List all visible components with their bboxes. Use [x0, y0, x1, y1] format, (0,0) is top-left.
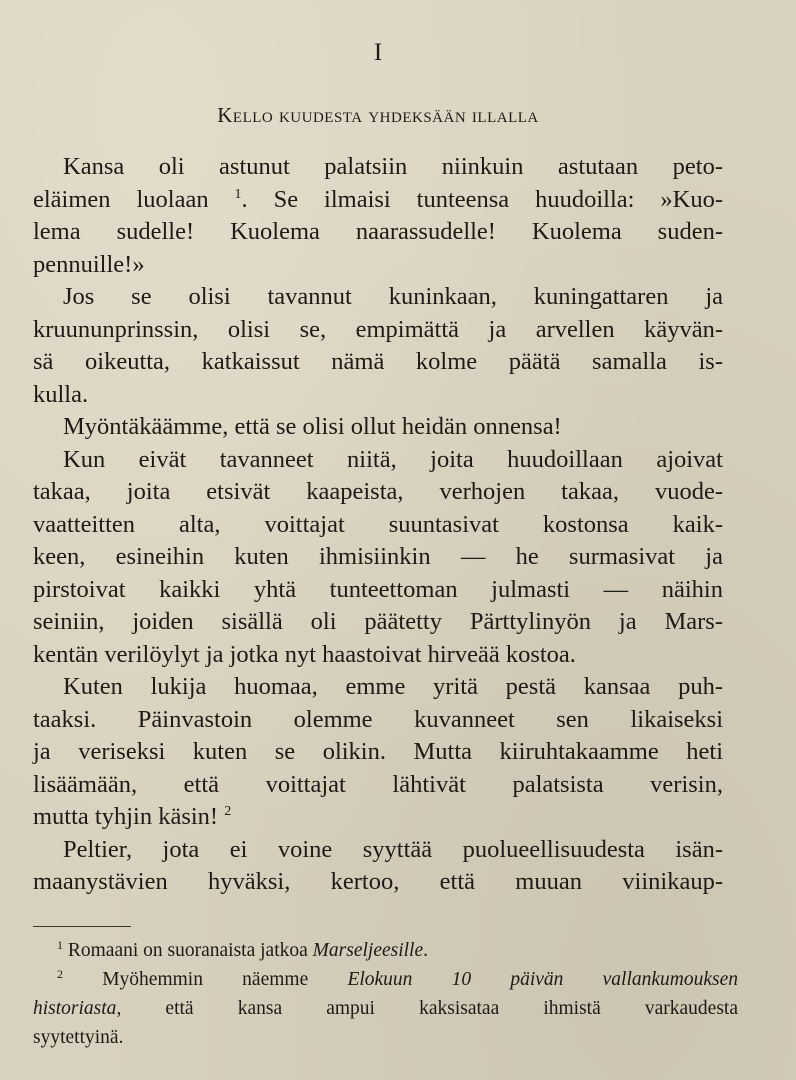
text-line: lema sudelle! Kuolema naarassudelle! Kuolema suden- [33, 218, 723, 245]
footnote-divider [33, 926, 131, 927]
text-line: ja veriseksi kuten se olikin. Mutta kiiruhtakaamme heti [33, 738, 723, 765]
footnote-1: $^1$ Romaani on suoranaista jatkoa Marseljeesille. [57, 938, 428, 961]
footnote-ref[interactable]: 2 [224, 804, 232, 819]
footnote-marker: 1 [57, 938, 63, 952]
text-line: seiniin, joiden sisällä oli päätetty Pärttylinyön ja Mars- [33, 608, 723, 635]
text-line: kruununprinssin, olisi se, empimättä ja arvellen käyvän- [33, 315, 723, 343]
footnote-2-cont: historiasta, että kansa ampui kaksisataa ihmistä varkaudesta [33, 998, 738, 1019]
text-line: taaksi. Päinvastoin olemme kuvanneet sen likaiseksi [33, 705, 723, 733]
body-text [33, 151, 723, 899]
text-line: pirstoivat kaikki yhtä tunteettoman julmasti — näihin [33, 575, 723, 603]
text-line: sä oikeutta, katkaissut nämä kolme päätä samalla is- [33, 348, 723, 375]
text-line: Kuten lukija huomaa, emme yritä pestä kansaa puh- [63, 673, 723, 700]
footnote-marker: 2 [57, 967, 63, 981]
footnote-ref[interactable]: 1 [234, 186, 242, 202]
chapter-number: I [373, 39, 383, 66]
text-line: Peltier, jota ei voine syyttää puolueellisuudesta isän- [63, 835, 723, 863]
footnotes [33, 936, 738, 1052]
text-line: takaa, joita etsivät kaapeista, verhojen takaa, vuode- [33, 478, 723, 505]
text-line: keen, esineihin kuten ihmisiinkin — he surmasivat ja [33, 543, 723, 570]
text-line: maanystävien hyväksi, kertoo, että muuan viinikaup- [33, 868, 723, 895]
chapter-title: Kello kuudesta yhdeksään illalla [217, 103, 539, 127]
text-line: Myöntäkäämme, että se olisi ollut heidän onnensa! [63, 413, 562, 440]
text-line: mutta tyhjin käsin! $^2$ [33, 803, 232, 830]
text-line: pennuille!» [33, 250, 145, 278]
text-line: eläimen luolaan $^1$. Se ilmaisi tunteensa huudoilla: »Kuo- [33, 185, 724, 213]
text-line: Kun eivät tavanneet niitä, joita huudoillaan ajoivat [63, 445, 723, 473]
text-line: kulla. [33, 380, 89, 408]
footnote-2: $^2$ Myöhemmin näemme Elokuun 10 päivän vallankumouksen [57, 967, 738, 990]
text-line: lisäämään, että voittajat lähtivät palatsista verisin, [33, 770, 723, 798]
text-line: kentän verilöylyt ja jotka nyt haastoivat hirveää kostoa. [33, 640, 576, 668]
text-line: vaatteitten alta, voittajat suuntasivat kostonsa kaik- [33, 510, 723, 538]
text-line: Jos se olisi tavannut kuninkaan, kuningattaren ja [63, 283, 723, 310]
text-line: Kansa oli astunut palatsiin niinkuin astutaan peto- [63, 153, 723, 180]
footnote-2-cont: syytettyinä. [33, 1027, 124, 1048]
